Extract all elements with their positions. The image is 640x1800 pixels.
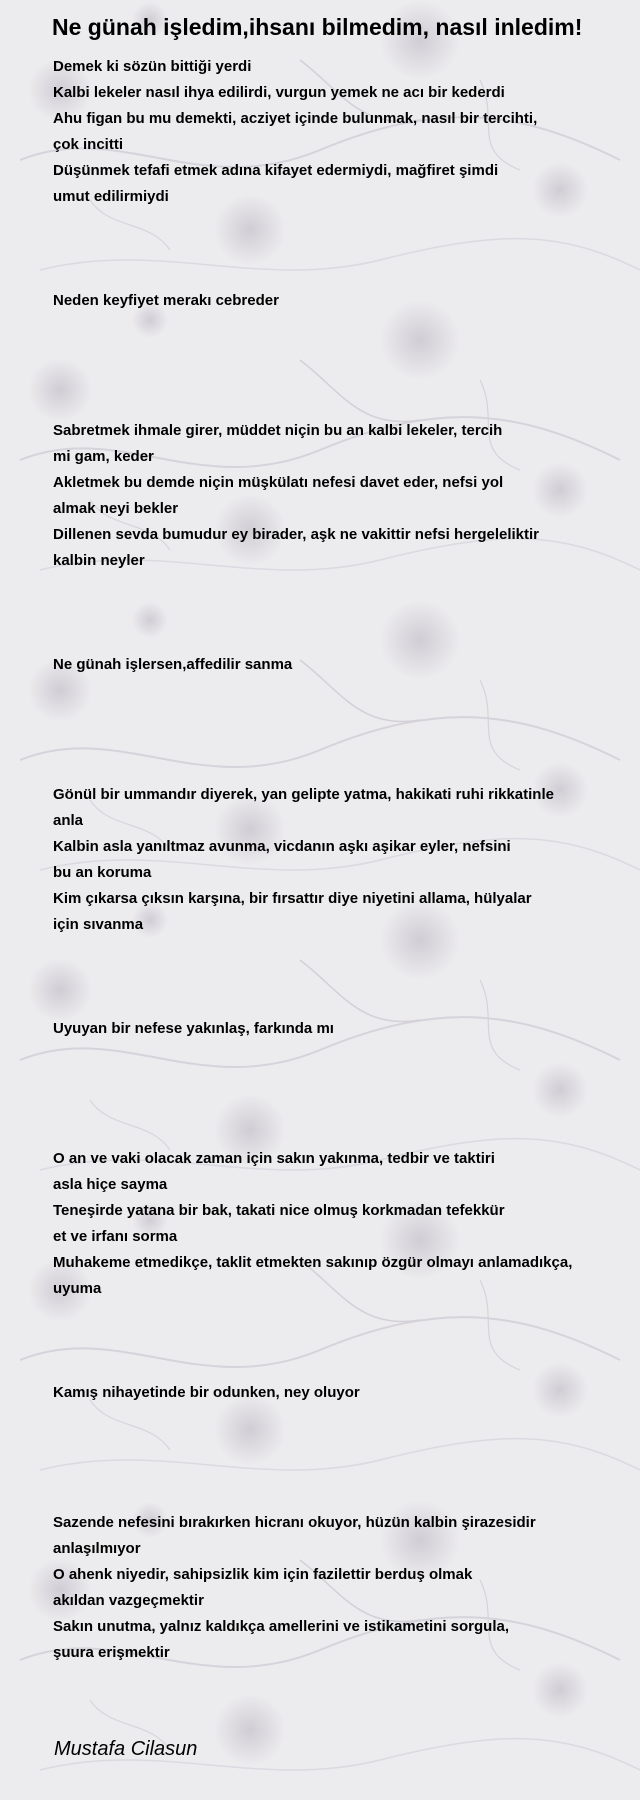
poem-line: çok incitti (53, 136, 124, 153)
stanza-spacer (53, 262, 623, 288)
poem-line: Uyuyan bir nefese yakınlaş, farkında mı (53, 1020, 334, 1037)
stanza-spacer (53, 574, 623, 600)
stanza-spacer (53, 392, 623, 418)
poem-line: O ahenk niyedir, sahipsizlik kim için fazilettir berduş olmak (53, 1566, 473, 1583)
poem-line: Akletmek bu demde niçin müşkülatı nefesi davet eder, nefsi yol (53, 474, 504, 491)
stanza-spacer (53, 1354, 623, 1380)
poem-line: Kamış nihayetinde bir odunken, ney oluyor (53, 1384, 360, 1401)
poem-title: Ne günah işledim,ihsanı bilmedim, nasıl inledim! (52, 14, 583, 40)
stanza-spacer (53, 990, 623, 1016)
stanza-spacer (53, 964, 623, 990)
stanza-spacer (53, 704, 623, 730)
stanza-spacer (53, 678, 623, 704)
stanza (53, 288, 623, 314)
poem-line: et ve irfanı sorma (53, 1228, 178, 1245)
stanza (53, 54, 623, 210)
poem-line: umut edilirmiydi (53, 188, 169, 205)
stanza-spacer (53, 1328, 623, 1354)
poem-line: uyuma (53, 1280, 102, 1297)
poem-line: mi gam, keder (53, 448, 154, 465)
poem-line: akıldan vazgeçmektir (53, 1592, 204, 1609)
poem-line: Kim çıkarsa çıksın karşına, bir fırsattır diye niyetini allama, hülyalar (53, 890, 532, 907)
stanza-spacer (53, 1406, 623, 1432)
stanza-spacer (53, 600, 623, 626)
poem-line: bu an koruma (53, 864, 152, 881)
stanza-spacer (53, 366, 623, 392)
stanza (53, 1380, 623, 1406)
poem-line: Demek ki sözün bittiği yerdi (53, 58, 252, 75)
poem-body (53, 54, 623, 1666)
poem-line: Kalbin asla yanıltmaz avunma, vicdanın aşkı aşikar eyler, nefsini (53, 838, 511, 855)
stanza-spacer (53, 1042, 623, 1068)
poem-line: için sıvanma (53, 916, 144, 933)
stanza (53, 1016, 623, 1042)
poem-line: kalbin neyler (53, 552, 145, 569)
poem-line: Kalbi lekeler nasıl ihya edilirdi, vurgun yemek ne acı bir kederdi (53, 84, 505, 101)
stanza-spacer (53, 1484, 623, 1510)
stanza-spacer (53, 756, 623, 782)
stanza-spacer (53, 1094, 623, 1120)
poem-line: şuura erişmektir (53, 1644, 170, 1661)
stanza-spacer (53, 626, 623, 652)
poem-line: Ne günah işlersen,affedilir sanma (53, 656, 293, 673)
stanza (53, 1146, 623, 1302)
poem-line: Teneşirde yatana bir bak, takati nice olmuş korkmadan tefekkür (53, 1202, 505, 1219)
poem-line: Sakın unutma, yalnız kaldıkça amellerini ve istikametini sorgula, (53, 1618, 510, 1635)
stanza (53, 652, 623, 678)
stanza-spacer (53, 340, 623, 366)
stanza-spacer (53, 730, 623, 756)
stanza (53, 1510, 623, 1666)
poem-line: Sabretmek ihmale girer, müddet niçin bu an kalbi lekeler, tercih (53, 422, 503, 439)
poem-line: Gönül bir ummandır diyerek, yan gelipte yatma, hakikati ruhi rikkatinle (53, 786, 554, 803)
poem-line: anla (53, 812, 84, 829)
poem-line: Muhakeme etmedikçe, taklit etmekten sakınıp özgür olmayı anlamadıkça, (53, 1254, 573, 1271)
stanza-spacer (53, 1432, 623, 1458)
poem-line: Dillenen sevda bumudur ey birader, aşk ne vakittir nefsi hergeleliktir (53, 526, 540, 543)
stanza-spacer (53, 1302, 623, 1328)
stanza-spacer (53, 1458, 623, 1484)
poem-line: anlaşılmıyor (53, 1540, 141, 1557)
stanza (53, 782, 623, 938)
stanza-spacer (53, 1068, 623, 1094)
stanza-spacer (53, 210, 623, 236)
stanza (53, 418, 623, 574)
poem-line: Ahu figan bu mu demekti, acziyet içinde bulunmak, nasıl bir tercihti, (53, 110, 538, 127)
stanza-spacer (53, 314, 623, 340)
poem-line: asla hiçe sayma (53, 1176, 168, 1193)
poem-line: Neden keyfiyet merakı cebreder (53, 292, 279, 309)
poem-author: Mustafa Cilasun (54, 1738, 198, 1760)
poem-line: Düşünmek tefafi etmek adına kifayet edermiydi, mağfiret şimdi (53, 162, 499, 179)
poem-line: Sazende nefesini bırakırken hicranı okuyor, hüzün kalbin şirazesidir (53, 1514, 536, 1531)
stanza-spacer (53, 236, 623, 262)
stanza-spacer (53, 938, 623, 964)
poem-line: O an ve vaki olacak zaman için sakın yakınma, tedbir ve taktiri (53, 1150, 495, 1167)
poem-line: almak neyi bekler (53, 500, 179, 517)
stanza-spacer (53, 1120, 623, 1146)
